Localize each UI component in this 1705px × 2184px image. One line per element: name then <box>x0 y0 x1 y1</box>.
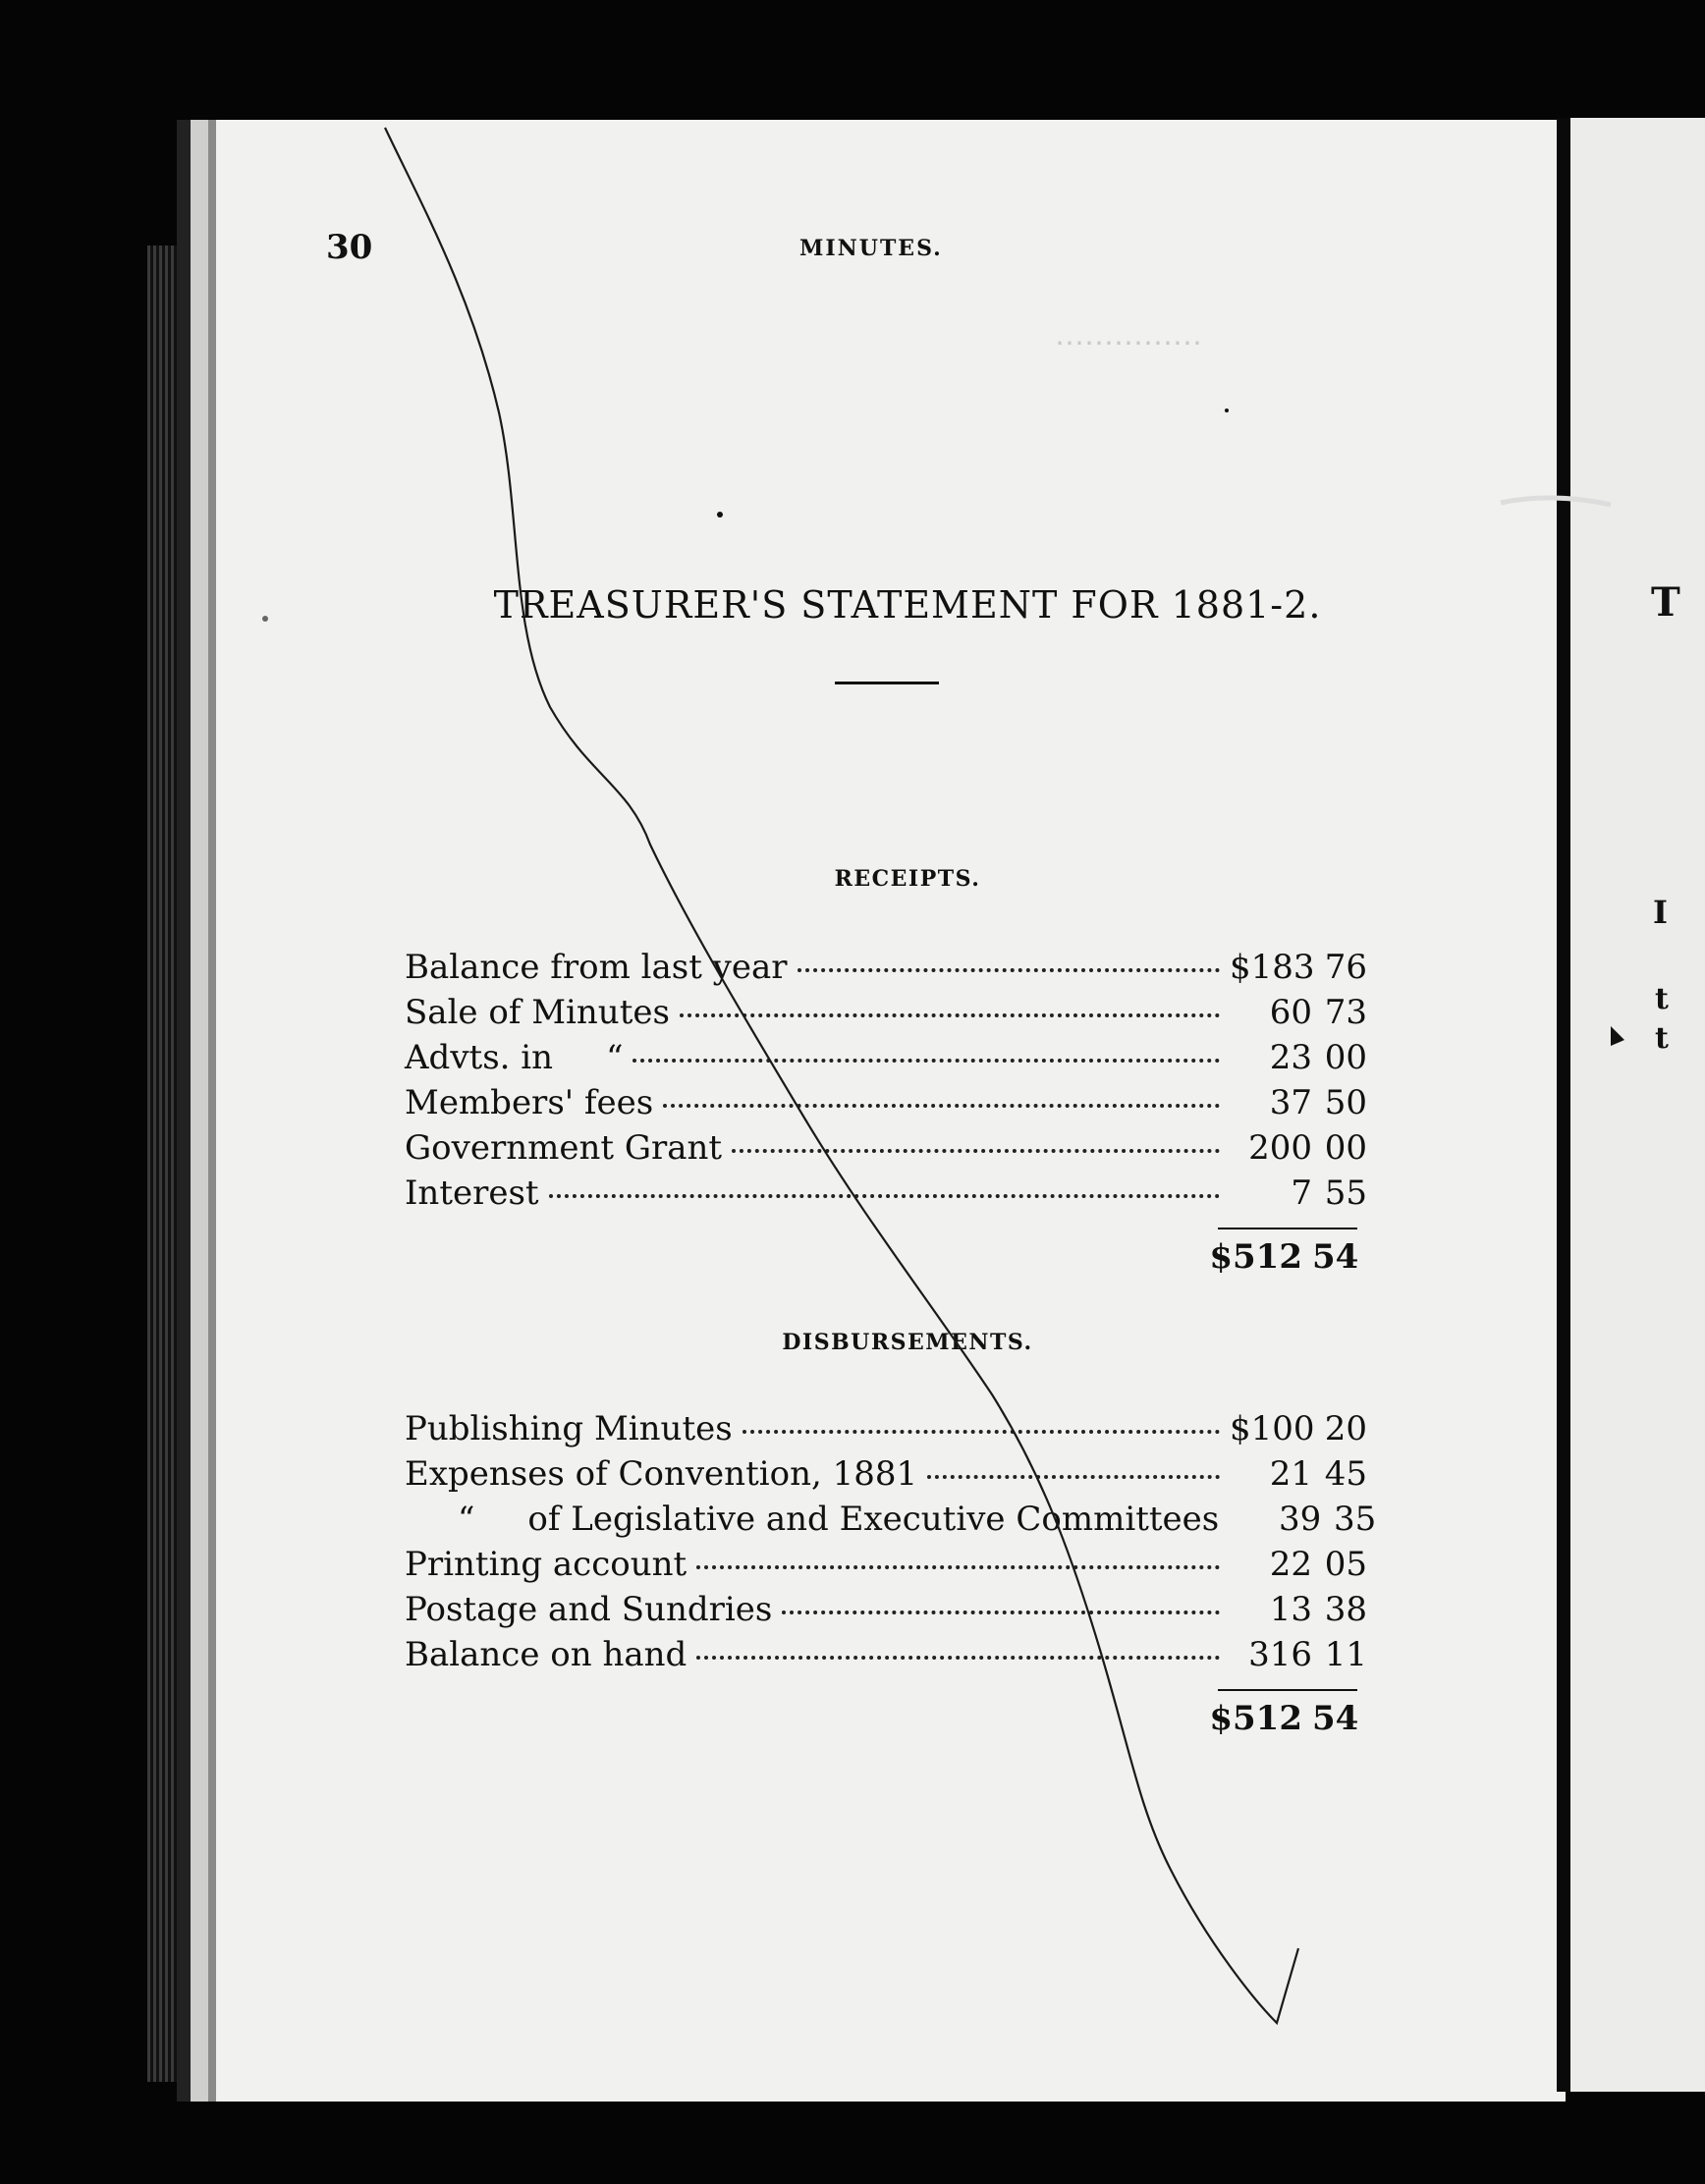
row-label: Members' fees <box>405 1083 654 1122</box>
row-cents: 05 <box>1324 1545 1367 1584</box>
row-label: Sale of Minutes <box>405 993 670 1032</box>
row-label: Balance from last year <box>405 948 788 987</box>
row-dollars: 39 <box>1278 1500 1322 1539</box>
page-number: 30 <box>326 228 373 267</box>
row-dollars: 316 <box>1248 1635 1312 1674</box>
total-dollars: $512 <box>1209 1237 1302 1277</box>
row-label: “ of Legislative and Executive Committees <box>458 1500 1220 1539</box>
pencil-stroke <box>385 128 1298 2023</box>
facing-page-letter: t <box>1655 1021 1669 1056</box>
disbursements-heading: DISBURSEMENTS. <box>782 1330 1033 1355</box>
row-cents: 50 <box>1324 1083 1367 1122</box>
row-label: Printing account <box>405 1545 688 1584</box>
row-dollars: 7 <box>1291 1174 1312 1213</box>
row-cents: 73 <box>1324 993 1367 1032</box>
row-label: Publishing Minutes <box>405 1409 733 1448</box>
ink-speck <box>262 616 268 622</box>
row-dollars: 21 <box>1269 1454 1312 1494</box>
total-dollars: $512 <box>1209 1699 1302 1738</box>
row-dollars: 13 <box>1269 1590 1312 1629</box>
facing-page-letter: T <box>1651 579 1680 626</box>
row-cents: 00 <box>1324 1128 1367 1168</box>
total-cents: 54 <box>1312 1699 1359 1738</box>
row-dollars: 200 <box>1248 1128 1312 1168</box>
row-label: Balance on hand <box>405 1635 688 1674</box>
ink-speck <box>717 512 723 518</box>
row-label: Advts. in “ <box>405 1038 624 1077</box>
row-cents: 00 <box>1324 1038 1367 1077</box>
row-label: Expenses of Convention, 1881 <box>405 1454 918 1494</box>
row-label: Government Grant <box>405 1128 723 1168</box>
row-dollars: $100 <box>1230 1409 1315 1448</box>
row-dollars: 60 <box>1269 993 1312 1032</box>
row-cents: 76 <box>1324 948 1367 987</box>
row-cents: 35 <box>1333 1500 1377 1539</box>
row-cents: 55 <box>1324 1174 1367 1213</box>
row-dollars: 23 <box>1269 1038 1312 1077</box>
facing-page-letter: I <box>1653 894 1668 931</box>
row-dollars: 22 <box>1269 1545 1312 1584</box>
page-title: TREASURER'S STATEMENT FOR 1881-2. <box>493 583 1322 627</box>
ink-blot <box>1611 1026 1624 1046</box>
row-cents: 20 <box>1324 1409 1367 1448</box>
ink-speck <box>1225 409 1229 412</box>
row-label: Interest <box>405 1174 539 1213</box>
receipts-heading: RECEIPTS. <box>834 866 981 892</box>
facing-page-letter: t <box>1655 982 1669 1016</box>
binding-clip <box>1501 498 1611 505</box>
row-cents: 11 <box>1324 1635 1367 1674</box>
bleed-through-text: ⋯⋯⋯⋯⋯ <box>1055 326 1202 360</box>
total-cents: 54 <box>1312 1237 1359 1277</box>
row-dollars: 37 <box>1269 1083 1312 1122</box>
row-cents: 45 <box>1324 1454 1367 1494</box>
running-head: MINUTES. <box>799 236 943 261</box>
row-cents: 38 <box>1324 1590 1367 1629</box>
row-label: Postage and Sundries <box>405 1590 773 1629</box>
row-dollars: $183 <box>1230 948 1315 987</box>
